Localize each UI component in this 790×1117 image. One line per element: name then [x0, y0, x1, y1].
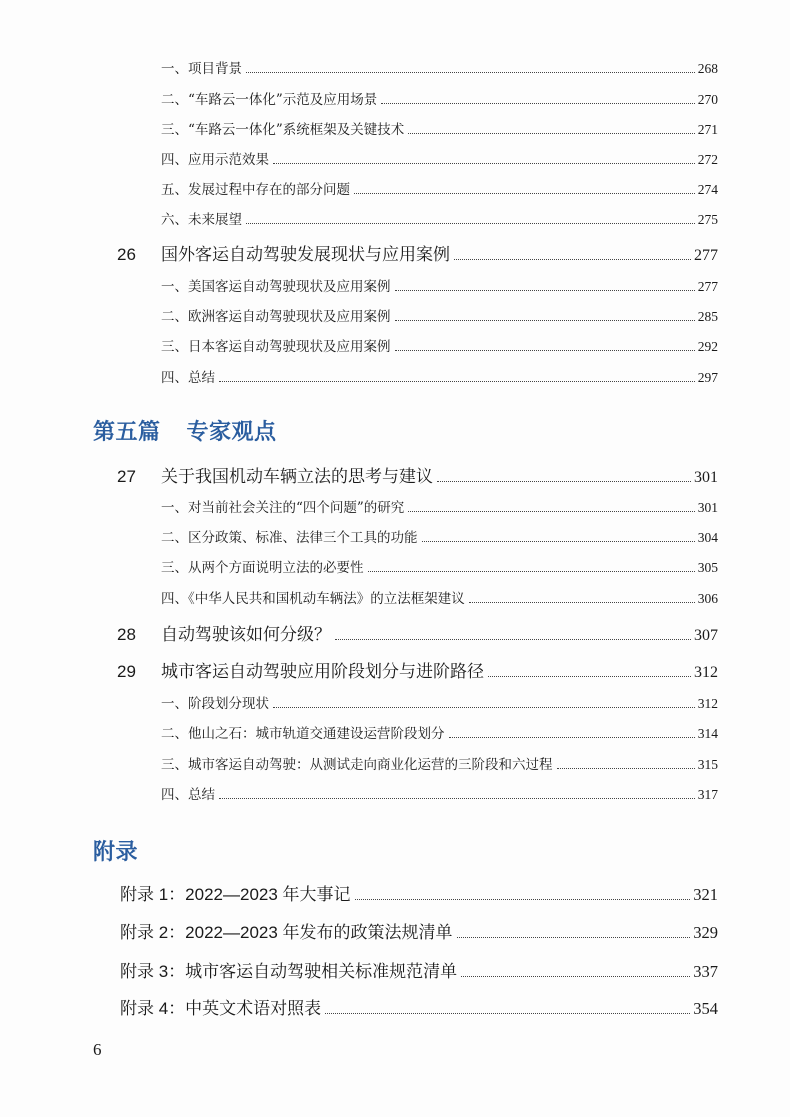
dot-leader — [219, 798, 695, 799]
entry-title: 四、《中华人民共和国机动车辆法》的立法框架建议 — [161, 591, 465, 607]
dot-leader — [368, 571, 695, 572]
dot-leader — [273, 707, 695, 708]
entry-page-number: 271 — [697, 122, 718, 137]
entry-title: 三、城市客运自动驾驶：从测试走向商业化运营的三阶段和六过程 — [161, 757, 553, 773]
entry-title: 二、欧洲客运自动驾驶现状及应用案例 — [161, 309, 391, 325]
entry-page-number: 274 — [697, 182, 718, 197]
toc-section-entry[interactable] — [161, 305, 718, 326]
toc-section-entry[interactable] — [161, 526, 718, 547]
entry-title: 附录 3：城市客运自动驾驶相关标准规范清单 — [120, 962, 458, 981]
dot-leader — [488, 676, 691, 677]
chapter-number: 26 — [117, 245, 136, 264]
dot-leader — [246, 223, 695, 224]
toc-section-entry[interactable] — [161, 366, 718, 387]
toc-appendix-entry[interactable] — [120, 994, 718, 1019]
toc-section-entry[interactable] — [161, 692, 718, 713]
entry-page-number: 292 — [697, 339, 718, 354]
entry-page-number: 354 — [693, 999, 718, 1018]
entry-page-number: 270 — [697, 92, 718, 107]
dot-leader — [355, 899, 691, 900]
toc-section-entry[interactable] — [161, 178, 718, 199]
dot-leader — [461, 976, 690, 977]
entry-page-number: 305 — [697, 560, 718, 575]
dot-leader — [395, 290, 695, 291]
chapter-number: 29 — [117, 662, 136, 681]
dot-leader — [381, 103, 694, 104]
entry-title: 一、对当前社会关注的“四个问题”的研究 — [161, 500, 405, 516]
entry-page-number: 275 — [697, 212, 718, 227]
entry-title: 二、他山之石：城市轨道交通建设运营阶段划分 — [161, 726, 445, 742]
dot-leader — [325, 1013, 690, 1014]
chapter-number: 27 — [117, 467, 136, 486]
entry-title: 一、项目背景 — [161, 61, 242, 77]
entry-title: 四、总结 — [161, 370, 215, 386]
entry-page-number: 306 — [697, 591, 718, 606]
part-heading — [93, 835, 138, 866]
entry-page-number: 314 — [697, 726, 718, 741]
entry-title: 三、从两个方面说明立法的必要性 — [161, 560, 364, 576]
toc-section-entry[interactable] — [161, 208, 718, 229]
part-heading — [93, 415, 277, 446]
toc-section-entry[interactable] — [161, 496, 718, 517]
entry-page-number: 301 — [697, 500, 718, 515]
entry-title: 一、美国客运自动驾驶现状及应用案例 — [161, 279, 391, 295]
entry-page-number: 285 — [697, 309, 718, 324]
dot-leader — [354, 193, 695, 194]
dot-leader — [437, 481, 691, 482]
toc-chapter-entry[interactable] — [117, 620, 718, 645]
entry-page-number: 297 — [697, 370, 718, 385]
entry-title: 四、总结 — [161, 787, 215, 803]
entry-title: 自动驾驶该如何分级？ — [161, 625, 331, 644]
toc-chapter-entry[interactable] — [117, 657, 718, 682]
entry-title: 附录 1：2022—2023 年大事记 — [120, 885, 351, 904]
toc-section-entry[interactable] — [161, 783, 718, 804]
entry-title: 附录 2：2022—2023 年发布的政策法规清单 — [120, 923, 453, 942]
entry-page-number: 304 — [697, 530, 718, 545]
toc-section-entry[interactable] — [161, 57, 718, 78]
dot-leader — [422, 541, 695, 542]
toc-appendix-entry[interactable] — [120, 880, 718, 905]
entry-title: 一、阶段划分现状 — [161, 696, 269, 712]
toc-section-entry[interactable] — [161, 118, 718, 139]
part-label: 附录 — [93, 839, 139, 864]
dot-leader — [395, 320, 695, 321]
toc-appendix-entry[interactable] — [120, 918, 718, 943]
dot-leader — [454, 259, 691, 260]
dot-leader — [557, 768, 695, 769]
entry-page-number: 321 — [693, 885, 718, 904]
toc-section-entry[interactable] — [161, 148, 718, 169]
dot-leader — [408, 511, 694, 512]
entry-title: 城市客运自动驾驶应用阶段划分与进阶路径 — [161, 662, 484, 681]
entry-page-number: 312 — [694, 664, 718, 681]
dot-leader — [246, 72, 695, 73]
toc-appendix-entry[interactable] — [120, 957, 718, 982]
toc-chapter-entry[interactable] — [117, 462, 718, 487]
entry-page-number: 268 — [697, 61, 718, 76]
toc-section-entry[interactable] — [161, 722, 718, 743]
entry-title: 四、应用示范效果 — [161, 152, 269, 168]
entry-title: 二、区分政策、标准、法律三个工具的功能 — [161, 530, 418, 546]
entry-page-number: 329 — [693, 923, 718, 942]
toc-section-entry[interactable] — [161, 88, 718, 109]
dot-leader — [335, 639, 691, 640]
entry-title: 五、发展过程中存在的部分问题 — [161, 182, 350, 198]
entry-title: 关于我国机动车辆立法的思考与建议 — [161, 467, 433, 486]
dot-leader — [273, 163, 695, 164]
part-label: 第五篇 — [93, 419, 161, 444]
part-title: 专家观点 — [186, 419, 277, 444]
chapter-number: 28 — [117, 625, 136, 644]
entry-title: 六、未来展望 — [161, 212, 242, 228]
entry-title: 国外客运自动驾驶发展现状与应用案例 — [161, 245, 450, 264]
entry-page-number: 315 — [697, 757, 718, 772]
entry-page-number: 277 — [697, 279, 718, 294]
dot-leader — [449, 737, 695, 738]
entry-page-number: 317 — [697, 787, 718, 802]
toc-section-entry[interactable] — [161, 556, 718, 577]
entry-title: 三、“车路云一体化”系统框架及关键技术 — [161, 122, 405, 138]
entry-page-number: 312 — [697, 696, 718, 711]
dot-leader — [457, 937, 691, 938]
dot-leader — [469, 602, 695, 603]
entry-page-number: 277 — [694, 247, 718, 264]
entry-page-number: 337 — [693, 962, 718, 981]
entry-title: 附录 4：中英文术语对照表 — [120, 999, 322, 1018]
page-number: 6 — [93, 1040, 102, 1059]
entry-page-number: 272 — [697, 152, 718, 167]
toc-section-entry[interactable] — [161, 335, 718, 356]
entry-page-number: 307 — [694, 627, 718, 644]
entry-title: 三、日本客运自动驾驶现状及应用案例 — [161, 339, 391, 355]
dot-leader — [395, 350, 695, 351]
toc-section-entry[interactable] — [161, 275, 718, 296]
toc-section-entry[interactable] — [161, 587, 718, 608]
toc-chapter-entry[interactable] — [117, 240, 718, 265]
entry-title: 二、“车路云一体化”示范及应用场景 — [161, 92, 378, 108]
toc-section-entry[interactable] — [161, 753, 718, 774]
dot-leader — [219, 381, 695, 382]
dot-leader — [408, 133, 694, 134]
entry-page-number: 301 — [694, 469, 718, 486]
